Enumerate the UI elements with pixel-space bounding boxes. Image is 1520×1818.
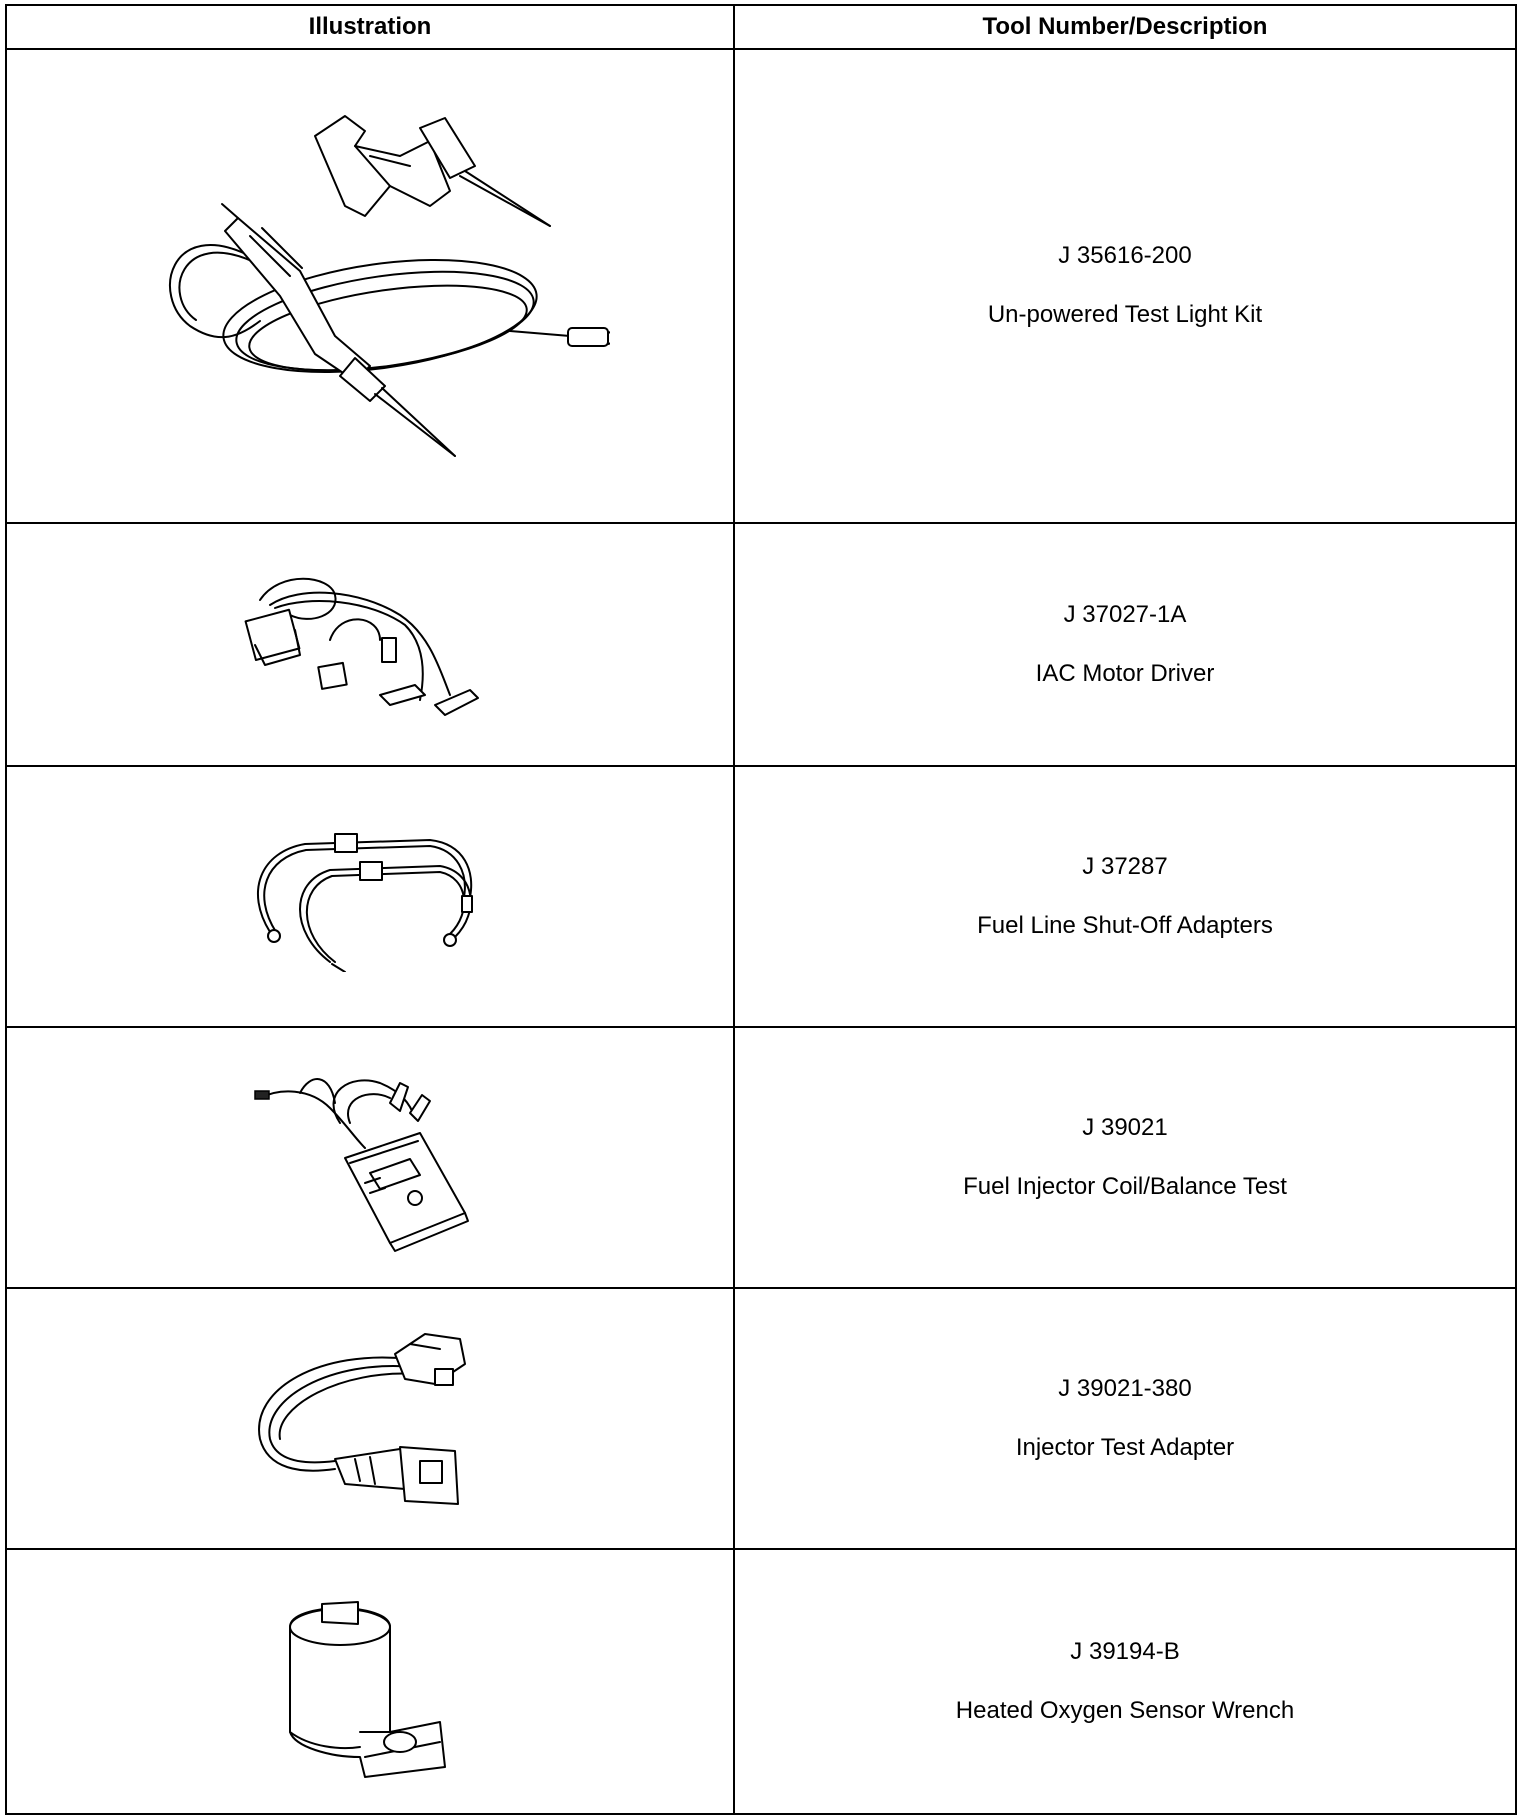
illustration-cell — [6, 49, 734, 523]
table-row — [6, 523, 1516, 766]
tool-number: J 39021-380 — [1058, 1374, 1192, 1402]
tool-description: Injector Test Adapter — [1015, 1433, 1235, 1461]
tool-number: J 37027-1A — [1063, 600, 1187, 628]
tool-description: Un-powered Test Light Kit — [987, 301, 1263, 328]
description-cell — [734, 523, 1516, 766]
description-cell — [734, 1027, 1516, 1288]
oxygen-sensor-wrench-illustration — [270, 1582, 470, 1782]
tool-number: J 35616-200 — [1058, 242, 1192, 270]
description-cell — [734, 1288, 1516, 1549]
table-row — [6, 49, 1516, 523]
description-cell — [734, 766, 1516, 1027]
injector-tester-illustration — [250, 1063, 490, 1253]
illustration-cell — [6, 1549, 734, 1814]
fuel-line-adapters-illustration — [240, 822, 500, 972]
tool-description: Heated Oxygen Sensor Wrench — [955, 1696, 1295, 1724]
table-row — [6, 1549, 1516, 1814]
illustration-cell — [6, 523, 734, 766]
tool-column-header: Tool Number/Description — [734, 5, 1516, 49]
injector-adapter-illustration — [240, 1319, 500, 1519]
tool-description: IAC Motor Driver — [1035, 659, 1215, 687]
description-cell — [734, 1549, 1516, 1814]
tool-number: J 37287 — [1082, 852, 1168, 880]
test-light-kit-illustration — [130, 96, 610, 476]
table-row — [6, 1288, 1516, 1549]
tool-description: Fuel Line Shut-Off Adapters — [977, 911, 1273, 939]
tool-description: Fuel Injector Coil/Balance Test — [963, 1172, 1287, 1200]
header-row — [6, 5, 1516, 49]
illustration-cell — [6, 766, 734, 1027]
table-row — [6, 1027, 1516, 1288]
tool-number: J 39194-B — [1070, 1637, 1180, 1665]
illustration-cell — [6, 1027, 734, 1288]
illustration-cell — [6, 1288, 734, 1549]
description-cell — [734, 49, 1516, 523]
iac-motor-driver-illustration — [240, 570, 500, 720]
special-tools-table — [5, 4, 1517, 1815]
illustration-column-header: Illustration — [6, 5, 734, 49]
tool-number: J 39021 — [1082, 1113, 1168, 1141]
table-row — [6, 766, 1516, 1027]
